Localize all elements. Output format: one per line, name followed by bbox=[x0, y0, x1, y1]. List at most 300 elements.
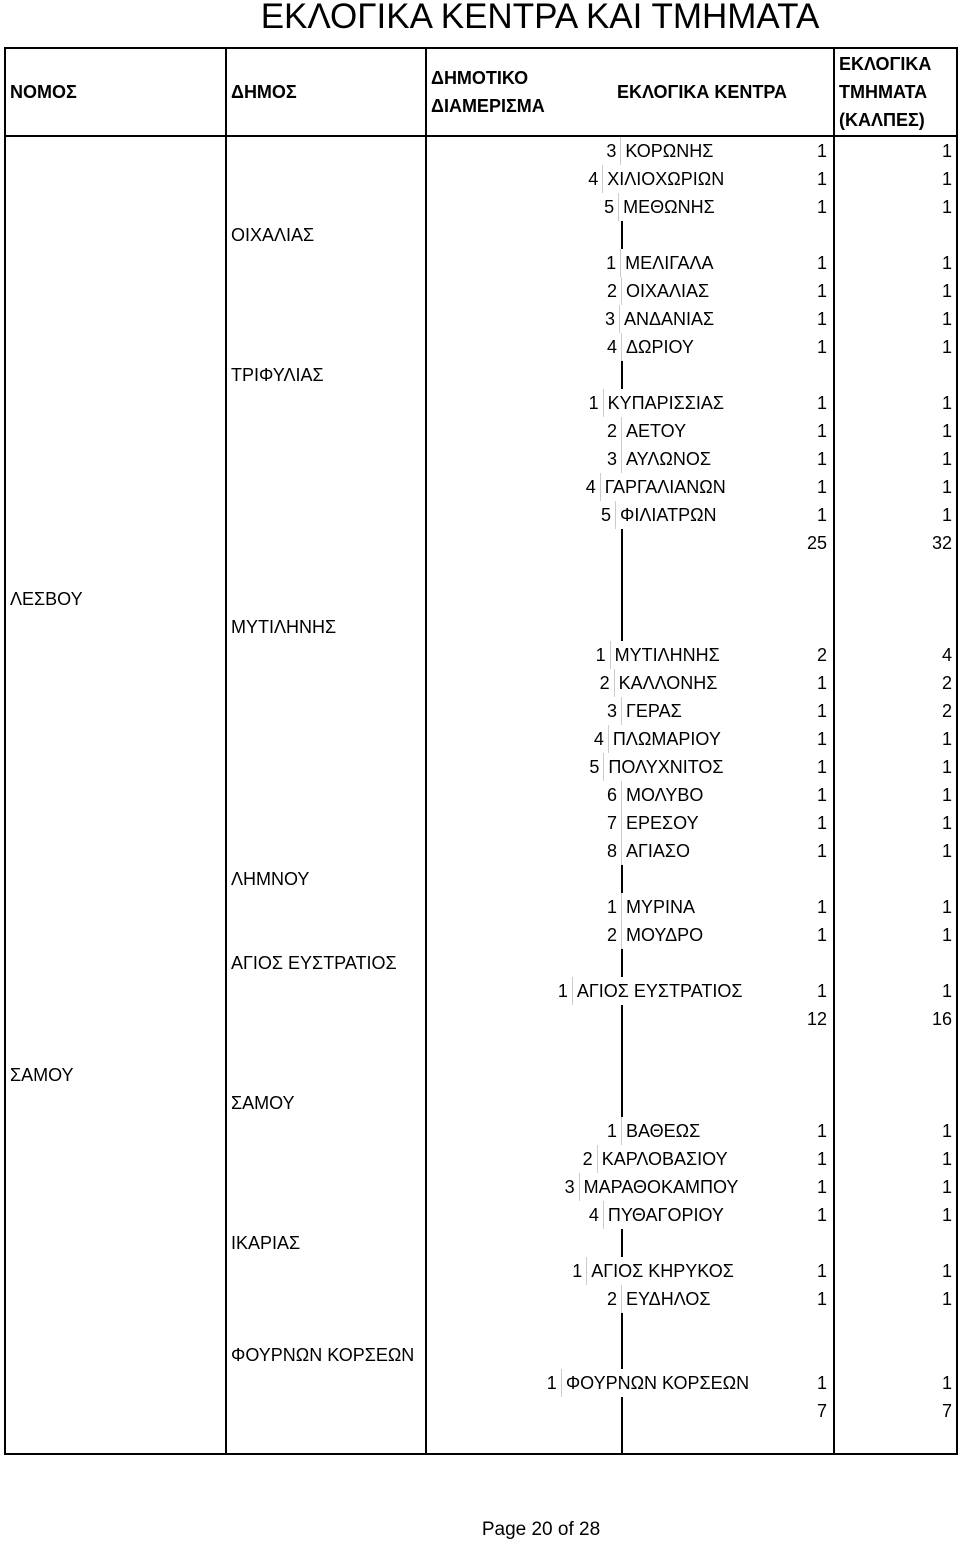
nomos-cell bbox=[5, 865, 226, 893]
tmimata-cell: 1 bbox=[834, 1201, 957, 1229]
dimos-cell bbox=[226, 305, 426, 333]
nomos-cell bbox=[5, 445, 226, 473]
column-divider bbox=[621, 1061, 623, 1089]
tmimata-cell: 1 bbox=[834, 445, 957, 473]
diamerisma-number: 2 bbox=[582, 1149, 593, 1169]
table-row bbox=[5, 1005, 957, 1033]
nomos-cell bbox=[5, 529, 226, 557]
dimos-cell bbox=[226, 277, 426, 305]
column-divider bbox=[621, 1397, 623, 1425]
kentra-value: 1 bbox=[816, 1149, 827, 1169]
nomos-cell bbox=[5, 473, 226, 501]
table-row bbox=[5, 529, 957, 557]
tmimata-cell: 7 bbox=[834, 1397, 957, 1425]
diamerisma-number: 1 bbox=[557, 981, 568, 1001]
tmimata-cell bbox=[834, 221, 957, 249]
tmimata-cell: 1 bbox=[834, 1145, 957, 1173]
dimos-cell bbox=[226, 333, 426, 361]
nomos-cell bbox=[5, 165, 226, 193]
tmimata-cell: 1 bbox=[834, 921, 957, 949]
nomos-cell: ΛΕΣΒΟΥ bbox=[5, 585, 226, 613]
nomos-cell bbox=[5, 1201, 226, 1229]
nomos-cell bbox=[5, 1341, 226, 1369]
kentra-value: 1 bbox=[816, 421, 827, 441]
tmimata-cell: 1 bbox=[834, 809, 957, 837]
dimos-cell: ΑΓΙΟΣ ΕΥΣΤΡΑΤΙΟΣ bbox=[226, 949, 426, 977]
nomos-cell bbox=[5, 1369, 226, 1397]
tmimata-cell: 1 bbox=[834, 893, 957, 921]
nomos-cell bbox=[5, 893, 226, 921]
diamerisma-number: 4 bbox=[585, 477, 596, 497]
column-divider bbox=[621, 585, 623, 613]
diamerisma-cell bbox=[426, 1313, 834, 1341]
diamerisma-cell bbox=[426, 1061, 834, 1089]
diamerisma-name: ΓΕΡΑΣ bbox=[626, 701, 682, 721]
nomos-cell bbox=[5, 1397, 226, 1425]
table-row bbox=[5, 389, 957, 417]
diamerisma-name: ΜΑΡΑΘΟΚΑΜΠΟΥ bbox=[583, 1177, 739, 1197]
diamerisma-number: 2 bbox=[606, 1289, 617, 1309]
table-row bbox=[5, 1341, 957, 1369]
diamerisma-cell bbox=[426, 725, 834, 753]
diamerisma-cell bbox=[426, 473, 834, 501]
diamerisma-name: ΔΩΡΙΟΥ bbox=[626, 337, 694, 357]
dimos-cell bbox=[226, 753, 426, 781]
table-row bbox=[5, 557, 957, 585]
header-row bbox=[5, 48, 957, 136]
dimos-cell: ΙΚΑΡΙΑΣ bbox=[226, 1229, 426, 1257]
diamerisma-cell bbox=[426, 165, 834, 193]
table-row bbox=[5, 1229, 957, 1257]
dimos-cell bbox=[226, 837, 426, 865]
dimos-cell: ΜΥΤΙΛΗΝΗΣ bbox=[226, 613, 426, 641]
nomos-cell bbox=[5, 1285, 226, 1313]
diamerisma-number: 4 bbox=[593, 729, 604, 749]
diamerisma-cell bbox=[426, 809, 834, 837]
nomos-cell bbox=[5, 1005, 226, 1033]
header-nomos: ΝΟΜΟΣ bbox=[5, 48, 226, 136]
table-row bbox=[5, 837, 957, 865]
diamerisma-cell bbox=[426, 1341, 834, 1369]
nomos-cell bbox=[5, 977, 226, 1005]
diamerisma-cell bbox=[426, 389, 834, 417]
table-row bbox=[5, 585, 957, 613]
column-divider bbox=[621, 1229, 623, 1257]
dimos-cell bbox=[226, 1033, 426, 1061]
diamerisma-cell bbox=[426, 417, 834, 445]
diamerisma-name: ΚΑΛΛΟΝΗΣ bbox=[618, 673, 718, 693]
tmimata-cell bbox=[834, 613, 957, 641]
diamerisma-name: ΠΛΩΜΑΡΙΟΥ bbox=[612, 729, 721, 749]
diamerisma-cell bbox=[426, 1397, 834, 1425]
elections-table bbox=[4, 47, 958, 1455]
diamerisma-number: 4 bbox=[606, 337, 617, 357]
table-row bbox=[5, 697, 957, 725]
diamerisma-number: 8 bbox=[606, 841, 617, 861]
kentra-value: 7 bbox=[816, 1401, 827, 1421]
diamerisma-number: 7 bbox=[606, 813, 617, 833]
dimos-cell bbox=[226, 193, 426, 221]
tmimata-cell: 1 bbox=[834, 305, 957, 333]
diamerisma-number: 4 bbox=[588, 1205, 599, 1225]
diamerisma-number: 2 bbox=[606, 421, 617, 441]
header-dimos: ΔΗΜΟΣ bbox=[226, 48, 426, 136]
nomos-cell bbox=[5, 193, 226, 221]
diamerisma-cell bbox=[426, 893, 834, 921]
diamerisma-number: 3 bbox=[606, 449, 617, 469]
column-divider bbox=[621, 557, 623, 585]
diamerisma-cell bbox=[426, 249, 834, 277]
table-row bbox=[5, 249, 957, 277]
table-row bbox=[5, 921, 957, 949]
table-row bbox=[5, 136, 957, 165]
diamerisma-name: ΜΕΘΩΝΗΣ bbox=[623, 197, 715, 217]
table-row bbox=[5, 361, 957, 389]
diamerisma-cell bbox=[426, 1033, 834, 1061]
diamerisma-number: 1 bbox=[572, 1261, 583, 1281]
diamerisma-name: ΜΕΛΙΓΑΛΑ bbox=[625, 253, 714, 273]
table-row bbox=[5, 165, 957, 193]
tmimata-cell: 4 bbox=[834, 641, 957, 669]
table-row bbox=[5, 221, 957, 249]
nomos-cell bbox=[5, 136, 226, 165]
diamerisma-number: 1 bbox=[606, 1121, 617, 1141]
nomos-cell bbox=[5, 753, 226, 781]
dimos-cell bbox=[226, 1369, 426, 1397]
diamerisma-name: ΟΙΧΑΛΙΑΣ bbox=[626, 281, 710, 301]
diamerisma-name: ΑΓΙΑΣΟ bbox=[626, 841, 691, 861]
diamerisma-number: 5 bbox=[589, 757, 600, 777]
kentra-value: 1 bbox=[816, 1177, 827, 1197]
dimos-cell bbox=[226, 529, 426, 557]
tmimata-cell bbox=[834, 949, 957, 977]
tmimata-cell bbox=[834, 865, 957, 893]
tmimata-cell bbox=[834, 1425, 957, 1454]
column-divider bbox=[621, 1425, 623, 1453]
diamerisma-cell bbox=[426, 557, 834, 585]
tmimata-cell bbox=[834, 1341, 957, 1369]
nomos-cell bbox=[5, 1425, 226, 1454]
nomos-cell bbox=[5, 557, 226, 585]
nomos-cell bbox=[5, 277, 226, 305]
tmimata-cell: 1 bbox=[834, 753, 957, 781]
table-row bbox=[5, 725, 957, 753]
diamerisma-name: ΚΟΡΩΝΗΣ bbox=[625, 141, 714, 161]
kentra-value: 1 bbox=[816, 897, 827, 917]
nomos-cell bbox=[5, 221, 226, 249]
dimos-cell bbox=[226, 473, 426, 501]
nomos-cell bbox=[5, 333, 226, 361]
diamerisma-number: 3 bbox=[606, 701, 617, 721]
dimos-cell: ΟΙΧΑΛΙΑΣ bbox=[226, 221, 426, 249]
diamerisma-cell bbox=[426, 333, 834, 361]
dimos-cell bbox=[226, 781, 426, 809]
diamerisma-name: ΧΙΛΙΟΧΩΡΙΩΝ bbox=[607, 169, 725, 189]
table-row bbox=[5, 949, 957, 977]
table-row bbox=[5, 1061, 957, 1089]
diamerisma-cell bbox=[426, 529, 834, 557]
tmimata-cell: 1 bbox=[834, 193, 957, 221]
kentra-value: 1 bbox=[816, 785, 827, 805]
kentra-value: 1 bbox=[816, 729, 827, 749]
diamerisma-number: 6 bbox=[606, 785, 617, 805]
tmimata-cell: 1 bbox=[834, 1173, 957, 1201]
diamerisma-cell bbox=[426, 977, 834, 1005]
kentra-value: 1 bbox=[816, 757, 827, 777]
kentra-value: 1 bbox=[816, 981, 827, 1001]
diamerisma-cell bbox=[426, 837, 834, 865]
diamerisma-number: 1 bbox=[595, 645, 606, 665]
diamerisma-cell bbox=[426, 865, 834, 893]
table-row bbox=[5, 1313, 957, 1341]
nomos-cell bbox=[5, 501, 226, 529]
tmimata-cell: 2 bbox=[834, 669, 957, 697]
kentra-value: 1 bbox=[816, 449, 827, 469]
table-row bbox=[5, 1089, 957, 1117]
diamerisma-name: ΦΙΛΙΑΤΡΩΝ bbox=[620, 505, 717, 525]
table-row bbox=[5, 753, 957, 781]
diamerisma-number: 1 bbox=[606, 897, 617, 917]
tmimata-cell: 1 bbox=[834, 977, 957, 1005]
tmimata-cell: 1 bbox=[834, 417, 957, 445]
nomos-cell bbox=[5, 921, 226, 949]
table-row bbox=[5, 277, 957, 305]
table-row bbox=[5, 1033, 957, 1061]
table-row bbox=[5, 781, 957, 809]
kentra-value: 1 bbox=[816, 813, 827, 833]
diamerisma-name: ΕΡΕΣΟΥ bbox=[626, 813, 699, 833]
tmimata-cell bbox=[834, 1033, 957, 1061]
header-diamerisma: ΔΗΜΟΤΙΚΟ ΔΙΑΜΕΡΙΣΜΑ bbox=[431, 68, 545, 116]
tmimata-cell bbox=[834, 1229, 957, 1257]
dimos-cell bbox=[226, 1397, 426, 1425]
diamerisma-name: ΑΓΙΟΣ ΚΗΡΥΚΟΣ bbox=[591, 1261, 734, 1281]
dimos-cell bbox=[226, 1173, 426, 1201]
tmimata-cell: 1 bbox=[834, 837, 957, 865]
kentra-value: 1 bbox=[816, 253, 827, 273]
kentra-value: 1 bbox=[816, 1121, 827, 1141]
table-row bbox=[5, 865, 957, 893]
diamerisma-cell bbox=[426, 1117, 834, 1145]
tmimata-cell: 1 bbox=[834, 781, 957, 809]
tmimata-cell: 1 bbox=[834, 501, 957, 529]
table-row bbox=[5, 501, 957, 529]
tmimata-cell: 1 bbox=[834, 249, 957, 277]
column-divider bbox=[621, 865, 623, 893]
kentra-value: 1 bbox=[816, 673, 827, 693]
diamerisma-cell bbox=[426, 221, 834, 249]
table-row bbox=[5, 641, 957, 669]
dimos-cell bbox=[226, 417, 426, 445]
table-row bbox=[5, 1257, 957, 1285]
diamerisma-name: ΓΑΡΓΑΛΙΑΝΩΝ bbox=[604, 477, 726, 497]
tmimata-cell: 1 bbox=[834, 725, 957, 753]
kentra-value: 1 bbox=[816, 169, 827, 189]
dimos-cell bbox=[226, 501, 426, 529]
diamerisma-name: ΚΑΡΛΟΒΑΣΙΟΥ bbox=[601, 1149, 728, 1169]
kentra-value: 12 bbox=[806, 1009, 827, 1029]
dimos-cell bbox=[226, 809, 426, 837]
table-row bbox=[5, 333, 957, 361]
tmimata-cell: 16 bbox=[834, 1005, 957, 1033]
dimos-cell bbox=[226, 389, 426, 417]
dimos-cell: ΤΡΙΦΥΛΙΑΣ bbox=[226, 361, 426, 389]
table-row bbox=[5, 1425, 957, 1454]
diamerisma-number: 2 bbox=[606, 925, 617, 945]
dimos-cell bbox=[226, 1061, 426, 1089]
table-row bbox=[5, 1285, 957, 1313]
dimos-cell bbox=[226, 1201, 426, 1229]
diamerisma-name: ΑΥΛΩΝΟΣ bbox=[626, 449, 711, 469]
table-row bbox=[5, 445, 957, 473]
diamerisma-cell bbox=[426, 445, 834, 473]
dimos-cell bbox=[226, 893, 426, 921]
dimos-cell bbox=[226, 641, 426, 669]
nomos-cell bbox=[5, 1033, 226, 1061]
dimos-cell bbox=[226, 1425, 426, 1454]
nomos-cell bbox=[5, 417, 226, 445]
diamerisma-name: ΑΕΤΟΥ bbox=[626, 421, 687, 441]
nomos-cell bbox=[5, 1229, 226, 1257]
kentra-value: 1 bbox=[816, 701, 827, 721]
nomos-cell bbox=[5, 725, 226, 753]
dimos-cell bbox=[226, 669, 426, 697]
dimos-cell: ΦΟΥΡΝΩΝ ΚΟΡΣΕΩΝ bbox=[226, 1341, 426, 1369]
nomos-cell bbox=[5, 389, 226, 417]
nomos-cell bbox=[5, 641, 226, 669]
diamerisma-number: 3 bbox=[605, 309, 616, 329]
table-row bbox=[5, 1397, 957, 1425]
dimos-cell bbox=[226, 557, 426, 585]
diamerisma-cell bbox=[426, 921, 834, 949]
diamerisma-cell bbox=[426, 781, 834, 809]
nomos-cell bbox=[5, 1257, 226, 1285]
table-row bbox=[5, 1173, 957, 1201]
diamerisma-name: ΠΟΛΥΧΝΙΤΟΣ bbox=[608, 757, 724, 777]
nomos-cell bbox=[5, 305, 226, 333]
table-row bbox=[5, 893, 957, 921]
kentra-value: 1 bbox=[816, 1373, 827, 1393]
nomos-cell bbox=[5, 781, 226, 809]
diamerisma-cell bbox=[426, 641, 834, 669]
dimos-cell bbox=[226, 921, 426, 949]
nomos-cell bbox=[5, 1313, 226, 1341]
diamerisma-cell bbox=[426, 361, 834, 389]
column-divider bbox=[621, 1313, 623, 1341]
diamerisma-number: 1 bbox=[606, 253, 617, 273]
diamerisma-cell bbox=[426, 1285, 834, 1313]
dimos-cell bbox=[226, 977, 426, 1005]
diamerisma-number: 3 bbox=[564, 1177, 575, 1197]
dimos-cell bbox=[226, 249, 426, 277]
diamerisma-number: 1 bbox=[588, 393, 599, 413]
column-divider bbox=[621, 221, 623, 249]
table-row bbox=[5, 305, 957, 333]
kentra-value: 1 bbox=[816, 281, 827, 301]
dimos-cell bbox=[226, 165, 426, 193]
dimos-cell bbox=[226, 445, 426, 473]
dimos-cell bbox=[226, 1285, 426, 1313]
kentra-value: 1 bbox=[816, 1205, 827, 1225]
diamerisma-cell bbox=[426, 277, 834, 305]
table-row bbox=[5, 613, 957, 641]
tmimata-cell: 32 bbox=[834, 529, 957, 557]
table-row bbox=[5, 417, 957, 445]
diamerisma-number: 5 bbox=[601, 505, 612, 525]
nomos-cell bbox=[5, 809, 226, 837]
tmimata-cell: 1 bbox=[834, 277, 957, 305]
diamerisma-cell bbox=[426, 501, 834, 529]
diamerisma-name: ΜΥΡΙΝΑ bbox=[626, 897, 696, 917]
diamerisma-cell bbox=[426, 1257, 834, 1285]
dimos-cell: ΣΑΜΟΥ bbox=[226, 1089, 426, 1117]
page-number: Page 20 of 28 bbox=[481, 1519, 601, 1540]
dimos-cell bbox=[226, 1257, 426, 1285]
dimos-cell bbox=[226, 1005, 426, 1033]
nomos-cell bbox=[5, 249, 226, 277]
table-row bbox=[5, 977, 957, 1005]
kentra-value: 1 bbox=[816, 141, 827, 161]
nomos-cell bbox=[5, 1145, 226, 1173]
diamerisma-cell bbox=[426, 1229, 834, 1257]
dimos-cell bbox=[226, 1117, 426, 1145]
column-divider bbox=[621, 1089, 623, 1117]
table-row bbox=[5, 1145, 957, 1173]
nomos-cell bbox=[5, 1089, 226, 1117]
column-divider bbox=[621, 949, 623, 977]
table-row bbox=[5, 1117, 957, 1145]
dimos-cell bbox=[226, 1313, 426, 1341]
header-tmimata: ΕΚΛΟΓΙΚΑ ΤΜΗΜΑΤΑ (ΚΑΛΠΕΣ) bbox=[834, 48, 957, 136]
diamerisma-name: ΜΟΥΔΡΟ bbox=[626, 925, 704, 945]
kentra-value: 1 bbox=[816, 197, 827, 217]
diamerisma-name: ΜΟΛΥΒΟ bbox=[626, 785, 704, 805]
tmimata-cell: 1 bbox=[834, 136, 957, 165]
table-row bbox=[5, 193, 957, 221]
diamerisma-number: 2 bbox=[599, 673, 610, 693]
diamerisma-number: 3 bbox=[606, 141, 617, 161]
tmimata-cell: 1 bbox=[834, 1117, 957, 1145]
diamerisma-cell bbox=[426, 669, 834, 697]
diamerisma-name: ΑΓΙΟΣ ΕΥΣΤΡΑΤΙΟΣ bbox=[576, 981, 743, 1001]
diamerisma-name: ΠΥΘΑΓΟΡΙΟΥ bbox=[607, 1205, 724, 1225]
column-divider bbox=[621, 1005, 623, 1033]
dimos-cell bbox=[226, 697, 426, 725]
nomos-cell: ΣΑΜΟΥ bbox=[5, 1061, 226, 1089]
dimos-cell bbox=[226, 1145, 426, 1173]
tmimata-cell bbox=[834, 361, 957, 389]
diamerisma-cell bbox=[426, 697, 834, 725]
table-row bbox=[5, 809, 957, 837]
diamerisma-cell bbox=[426, 1145, 834, 1173]
header-kentra: ΕΚΛΟΓΙΚΑ ΚΕΝΤΡΑ bbox=[616, 82, 787, 102]
table-body bbox=[5, 136, 957, 1454]
nomos-cell bbox=[5, 361, 226, 389]
kentra-value: 2 bbox=[816, 645, 827, 665]
diamerisma-cell bbox=[426, 1201, 834, 1229]
dimos-cell: ΛΗΜΝΟΥ bbox=[226, 865, 426, 893]
nomos-cell bbox=[5, 1117, 226, 1145]
tmimata-cell: 1 bbox=[834, 473, 957, 501]
table-row bbox=[5, 473, 957, 501]
tmimata-cell bbox=[834, 557, 957, 585]
diamerisma-name: ΚΥΠΑΡΙΣΣΙΑΣ bbox=[607, 393, 725, 413]
diamerisma-name: ΒΑΘΕΩΣ bbox=[626, 1121, 701, 1141]
tmimata-cell: 1 bbox=[834, 333, 957, 361]
kentra-value: 1 bbox=[816, 477, 827, 497]
diamerisma-name: ΜΥΤΙΛΗΝΗΣ bbox=[614, 645, 720, 665]
tmimata-cell: 1 bbox=[834, 1285, 957, 1313]
